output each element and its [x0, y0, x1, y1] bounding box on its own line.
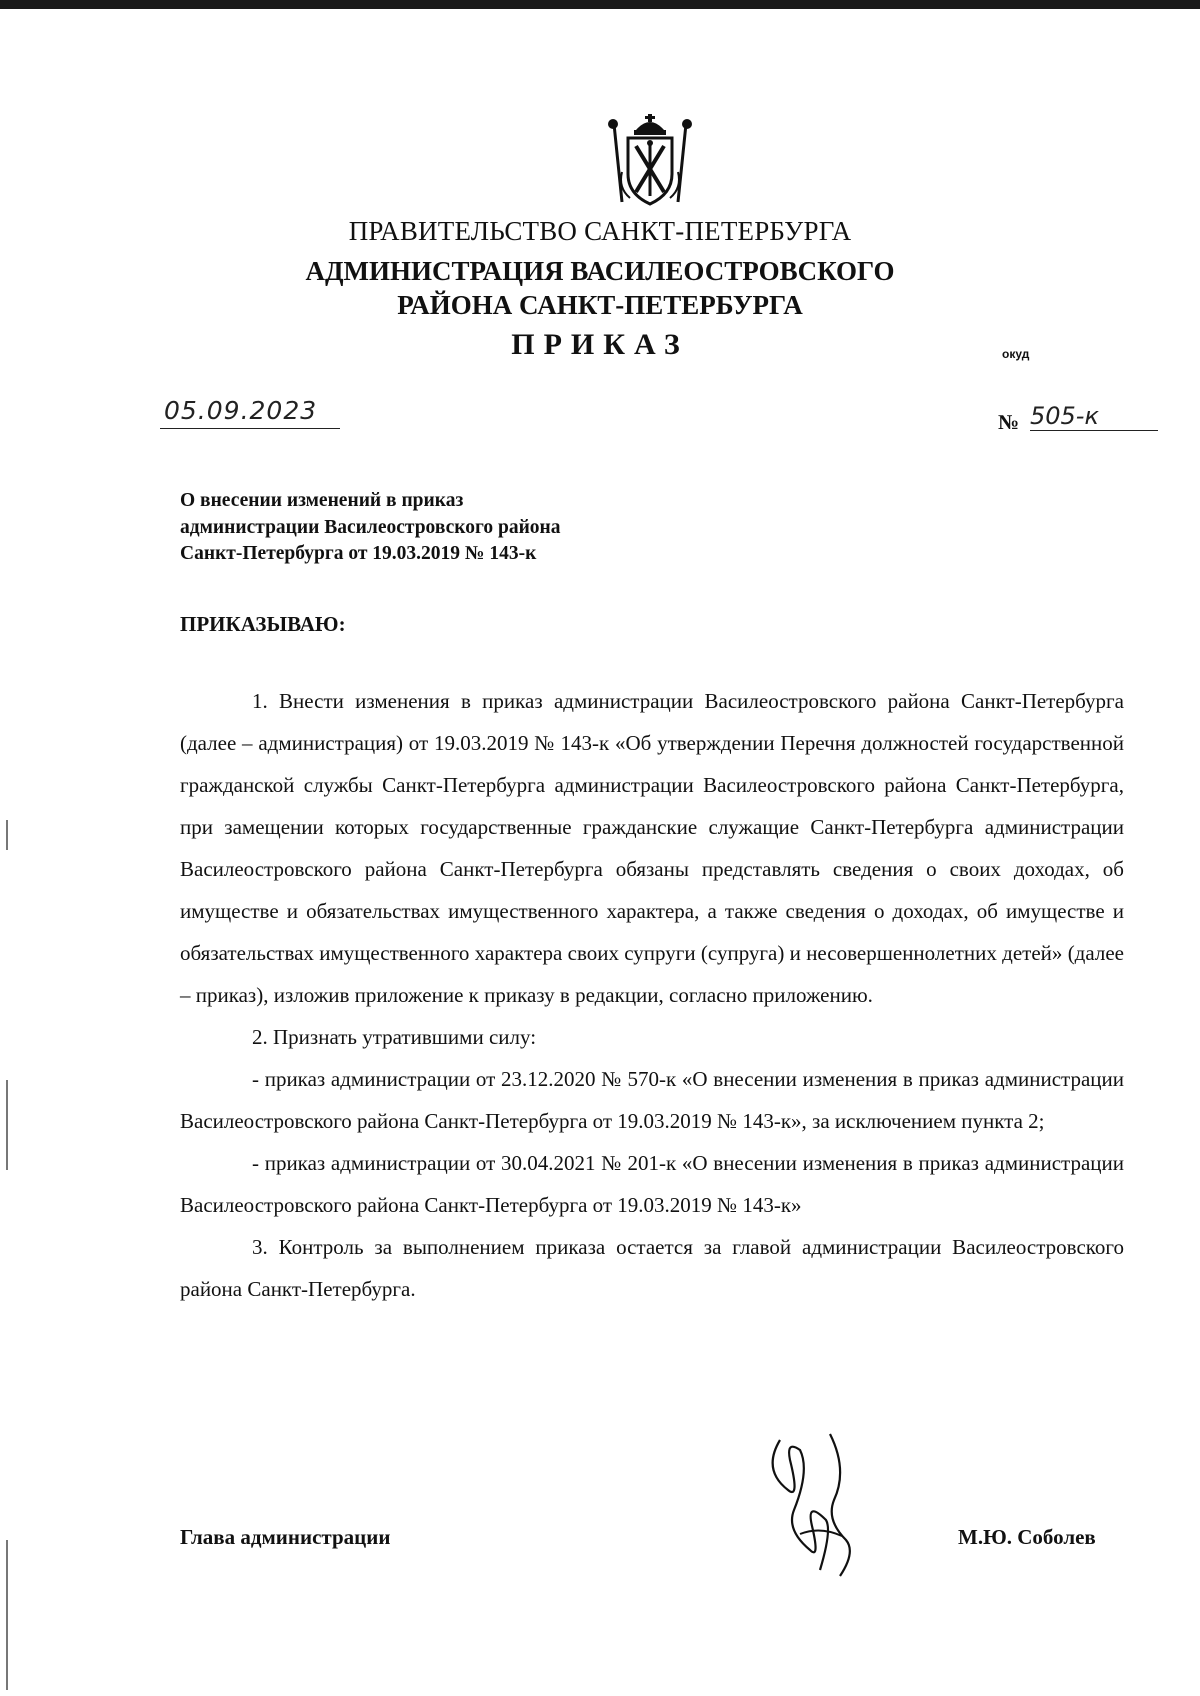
- signatory-position: Глава администрации: [180, 1525, 391, 1549]
- subject-line: Санкт-Петербурга от 19.03.2019 № 143-к: [180, 543, 537, 564]
- order-body: [180, 680, 1124, 1310]
- order-date: 05.09.2023: [164, 396, 318, 425]
- signatory-name: М.Ю. Соболев: [958, 1525, 1096, 1549]
- paragraph-3: 3. Контроль за выполнением приказа остается за главой администрации Василеостровского района Санкт-Петербурга.: [180, 1235, 1124, 1301]
- scan-top-border: [0, 0, 1200, 9]
- number-underline: [1030, 430, 1158, 431]
- decree-heading: ПРИКАЗЫВАЮ:: [180, 612, 346, 636]
- government-name: ПРАВИТЕЛЬСТВО САНКТ-ПЕТЕРБУРГА: [348, 216, 852, 246]
- paragraph-2-item-1: - приказ администрации от 23.12.2020 № 570-к «О внесении изменения в приказ администрации Василеостровского района Санкт-Петербурга от 19.03.2019 № 143-к», за исключением пункта 2;: [180, 1067, 1124, 1133]
- okud-label: окуд: [1002, 347, 1030, 361]
- document-type-title: ПРИКАЗ: [511, 328, 689, 361]
- paragraph-1: 1. Внести изменения в приказ администрации Василеостровского района Санкт-Петербурга (далее – администрация) от 19.03.2019 № 143-к «Об утверждении Перечня должностей государственной гражданской службы Санкт-Петербурга администрации Василеостровского района Санкт-Петербурга, при замещении которых государственные гражданские служащие Санкт-Петербурга администрации Василеостровского района Санкт-Петербурга обязаны представлять сведения о своих доходах, об имуществе и обязательствах имущественного характера, а также сведения о доходах, об имуществе и обязательствах имущественного характера своих супруги (супруга) и несовершеннолетних детей» (далее – приказ), изложив приложение к приказу в редакции, согласно приложению.: [180, 689, 1124, 1007]
- scan-edge-mark: [6, 1540, 8, 1690]
- handwritten-signature-icon: [760, 1430, 870, 1580]
- administration-name-line2: РАЙОНА САНКТ-ПЕТЕРБУРГА: [397, 290, 803, 320]
- scan-edge-mark: [6, 820, 8, 850]
- subject-line: О внесении изменений в приказ: [180, 490, 464, 511]
- order-number-label: №: [998, 410, 1020, 434]
- paragraph-2: 2. Признать утратившими силу:: [252, 1025, 537, 1049]
- order-subject: [180, 488, 700, 568]
- date-underline: [160, 428, 340, 429]
- administration-name-line1: АДМИНИСТРАЦИЯ ВАСИЛЕОСТРОВСКОГО: [305, 256, 895, 286]
- coat-of-arms-icon: [600, 112, 700, 212]
- subject-line: администрации Василеостровского района: [180, 516, 561, 538]
- paragraph-2-item-2: - приказ администрации от 30.04.2021 № 201-к «О внесении изменения в приказ администрации Василеостровского района Санкт-Петербурга от 19.03.2019 № 143-к»: [180, 1151, 1124, 1217]
- order-number: 505-к: [1030, 402, 1099, 430]
- scan-edge-mark: [6, 1080, 8, 1170]
